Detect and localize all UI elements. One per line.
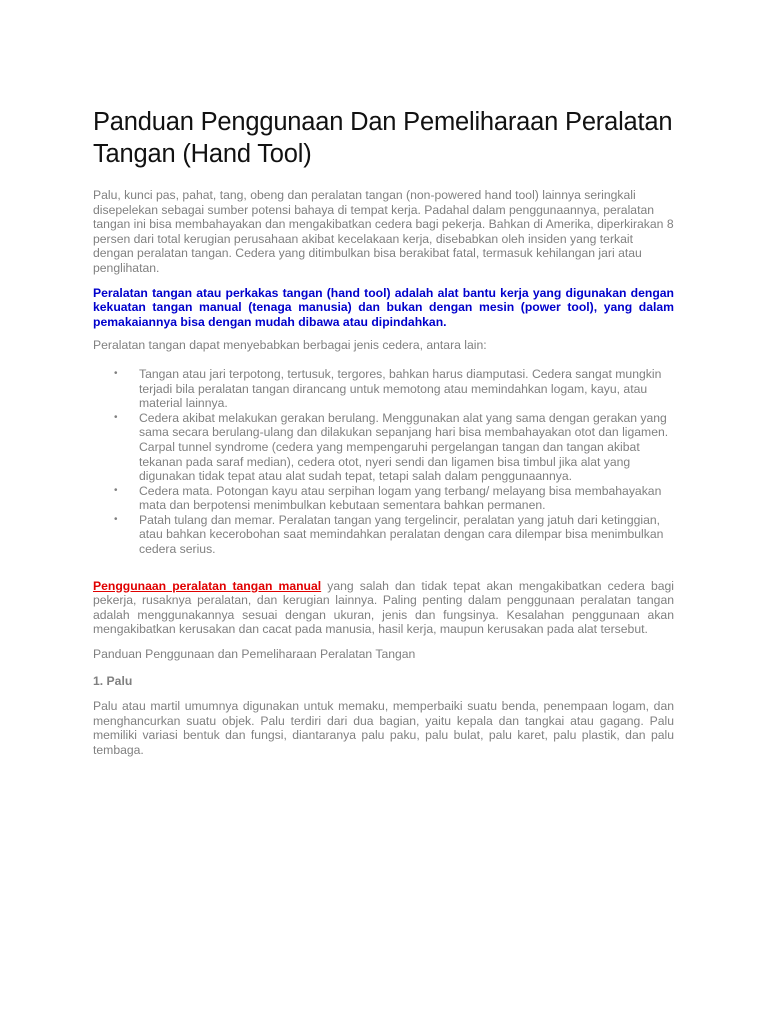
guide-subtitle: Panduan Penggunaan dan Pemeliharaan Peralatan Tangan [93, 647, 416, 662]
injury-list [93, 367, 674, 557]
section-paragraph-palu: Palu atau martil umumnya digunakan untuk memaku, memperbaiki suatu benda, penempaan logam, dan menghancurkan suatu objek. Palu terdiri dari dua bagian, yaitu kepala dan tangkai atau gagang. Palu memiliki variasi bentuk dan fungsi, diantaranya palu paku, palu bulat, palu karet, palu plastik, dan palu tembaga. [93, 699, 674, 757]
usage-paragraph-text: yang salah dan tidak tepat akan mengakibatkan cedera bagi pekerja, rusaknya peralatan, dan kerugian lainnya. Paling penting dalam penggunaan peralatan tangan adalah menggunakannya sesuai dengan ukuran, jenis dan fungsinya. Kesalahan penggunaan akan mengakibatkan kerusakan dan cacat pada manusia, hasil kerja, maupun kerusakan pada alat tersebut. [93, 578, 674, 637]
section-heading-palu: 1. Palu [93, 673, 133, 688]
list-item [93, 411, 674, 484]
list-item-text: Cedera mata. Potongan kayu atau serpihan logam yang terbang/ melayang bisa membahayakan mata dan berpotensi menimbulkan kebutaan sementara bahkan permanen. [139, 483, 662, 513]
list-item-text: Tangan atau jari terpotong, tertusuk, tergores, bahkan harus diamputasi. Cedera sangat mungkin terjadi bila peralatan tangan dirancang untuk memotong atau memindahkan logam, kayu, atau material lainnya. [139, 366, 662, 411]
definition-paragraph: Peralatan tangan atau perkakas tangan (hand tool) adalah alat bantu kerja yang digunakan dengan kekuatan tangan manual (tenaga manusia) dan bukan dengan mesin (power tool), yang dalam pemakaiannya bisa dengan mudah dibawa atau dipindahkan. [93, 285, 674, 329]
bullet-icon: • [114, 411, 118, 423]
list-item [93, 484, 674, 513]
injury-intro: Peralatan tangan dapat menyebabkan berbagai jenis cedera, antara lain: [93, 338, 487, 353]
bullet-icon: • [114, 484, 118, 496]
bullet-icon: • [114, 513, 118, 525]
bullet-icon: • [114, 367, 118, 379]
usage-paragraph [93, 579, 674, 637]
list-item-text: Patah tulang dan memar. Peralatan tangan yang tergelincir, peralatan yang jatuh dari ketinggian, atau bahkan kecerobohan saat memindahkan peralatan dengan cara dilempar bisa menimbulkan cedera serius. [139, 512, 664, 557]
list-item [93, 513, 674, 557]
usage-link[interactable]: Penggunaan peralatan tangan manual [93, 578, 322, 593]
list-item-text: Cedera akibat melakukan gerakan berulang. Menggunakan alat yang sama dengan gerakan yang sama secara berulang-ulang dan dilakukan sepanjang hari bisa membahayakan otot dan ligamen. Carpal tunnel syndrome (cedera yang mempengaruhi pergelangan tangan dan tangan akibat tekanan pada saraf median), cedera otot, nyeri sendi dan ligamen bisa timbul jika alat yang digunakan tidak tepat atau alat sudah tepat, tetapi salah dalam penggunaannya. [139, 410, 669, 484]
list-item [93, 367, 674, 411]
intro-paragraph: Palu, kunci pas, pahat, tang, obeng dan peralatan tangan (non-powered hand tool) lainnya seringkali disepelekan sebagai sumber potensi bahaya di tempat kerja. Padahal dalam penggunaannya, peralatan tangan ini bisa membahayakan dan mengakibatkan cedera bagi pekerja. Bahkan di Amerika, diperkirakan 8 persen dari total kerugian perusahaan akibat kecelakaan kerja, disebabkan oleh insiden yang terkait dengan peralatan tangan. Cedera yang ditimbulkan bisa berakibat fatal, termasuk kehilangan jari atau penglihatan. [93, 188, 674, 275]
document-title: Panduan Penggunaan Dan Pemeliharaan Peralatan Tangan (Hand Tool) [93, 108, 673, 168]
